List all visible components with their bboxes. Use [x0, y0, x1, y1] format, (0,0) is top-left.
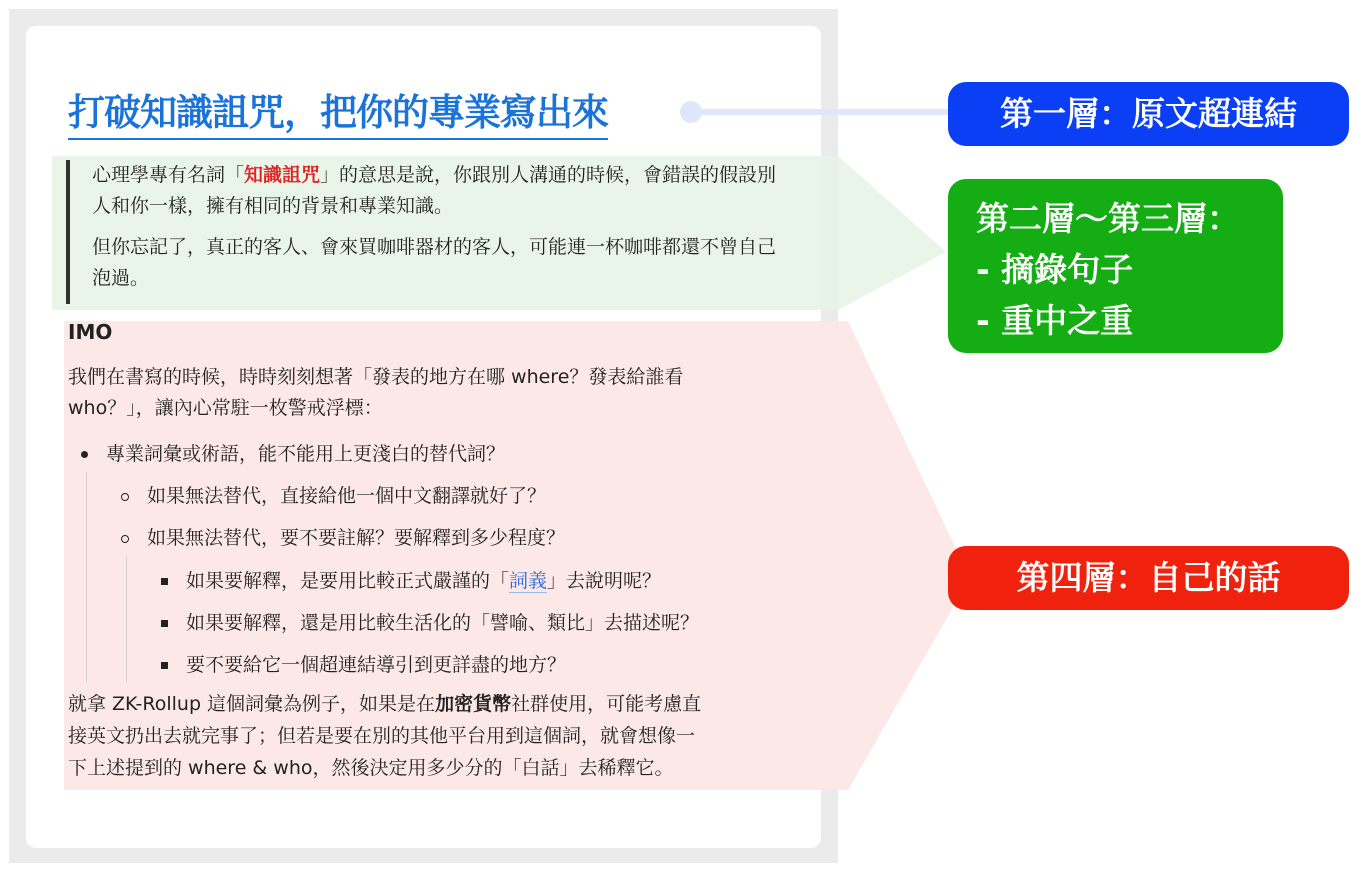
- layer1-label: 第一層：原文超連結: [948, 82, 1349, 146]
- list-guide: [126, 557, 127, 682]
- final-line-3: 下上述提到的 where & who，然後決定用多少分的「白話」去稀釋它。: [68, 757, 674, 779]
- list-item: 如果無法替代，要不要註解？要解釋到多少程度？: [121, 523, 565, 550]
- imo-heading: IMO: [68, 320, 113, 344]
- list-item: 如果要解釋，是要用比較正式嚴謹的「詞義」去說明呢？: [161, 566, 661, 593]
- page-title[interactable]: 打破知識詛咒，把你的專業寫出來: [68, 88, 608, 140]
- list-item: 要不要給它一個超連結導引到更詳盡的地方？: [161, 650, 566, 677]
- imo-line-1: 我們在書寫的時候，時時刻刻想著「發表的地方在哪 where？發表給誰看: [68, 366, 684, 388]
- list-item: 如果要解釋，還是用比較生活化的「譬喻、類比」去描述呢？: [161, 608, 699, 635]
- quote-paragraph-1: 心理學專有名詞「知識詛咒」的意思是說，你跟別人溝通的時候，會錯誤的假設別人和你一樣，擁有相同的背景和專業知識。: [92, 164, 777, 217]
- list-item: 如果無法替代，直接給他一個中文翻譯就好了？: [121, 481, 546, 508]
- bullet-circle-icon: [121, 535, 129, 543]
- layer4-label: 第四層：自己的話: [948, 546, 1349, 610]
- list-item: 專業詞彙或術語，能不能用上更淺白的替代詞？: [81, 439, 505, 466]
- layer23-title: 第二層～第三層：: [976, 199, 1240, 238]
- list-guide: [86, 472, 87, 682]
- bullet-square-icon: [161, 620, 168, 627]
- layer23-label: [948, 179, 1283, 353]
- connector-dot: [680, 101, 702, 123]
- layer23-item: - 重中之重: [976, 301, 1134, 340]
- final-line-1: 就拿 ZK-Rollup 這個詞彙為例子，如果是在加密貨幣社群使用，可能考慮直: [68, 693, 702, 715]
- quote-paragraph-2: 但你忘記了，真正的客人、會來買咖啡器材的客人，可能連一杯咖啡都還不曾自己泡過。: [92, 236, 777, 289]
- imo-line-2: who？」，讓內心常駐一枚警戒浮標：: [68, 397, 383, 419]
- bullet-circle-icon: [121, 493, 129, 501]
- layer23-item: - 摘錄句子: [976, 250, 1134, 289]
- blockquote: [66, 160, 792, 304]
- final-line-2: 接英文扔出去就完事了；但若是要在別的其他平台用到這個詞，就會想像一: [68, 725, 696, 747]
- bullet-square-icon: [161, 578, 168, 585]
- term-link[interactable]: 詞義: [509, 570, 548, 592]
- bullet-disc-icon: [81, 451, 88, 458]
- highlight-term: 知識詛咒: [244, 164, 321, 186]
- bullet-square-icon: [161, 662, 168, 669]
